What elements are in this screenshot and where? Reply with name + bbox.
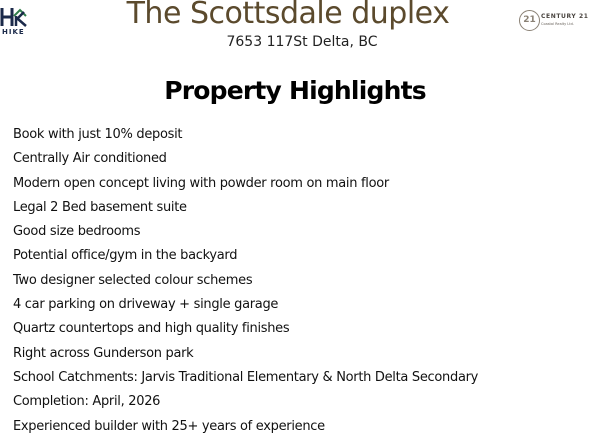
- highlight-item: 4 car parking on driveway + single garage: [13, 297, 279, 313]
- highlight-item: Good size bedrooms: [13, 224, 141, 240]
- highlight-item: Quartz countertops and high quality finishes: [13, 321, 290, 337]
- highlight-item: School Catchments: Jarvis Traditional Elementary & North Delta Secondary: [13, 369, 479, 385]
- highlight-item: Modern open concept living with powder room on main floor: [13, 175, 389, 191]
- highlight-item: Centrally Air conditioned: [13, 151, 167, 167]
- section-heading: Property Highlights: [164, 76, 426, 105]
- highlight-item: Two designer selected colour schemes: [13, 272, 253, 288]
- hike-logo-text: HIKE: [2, 28, 25, 36]
- highlight-item: Experienced builder with 25+ years of experience: [13, 418, 325, 434]
- page-title: The Scottsdale duplex: [126, 0, 450, 31]
- century21-seal-icon: 21: [519, 10, 540, 31]
- highlight-item: Book with just 10% deposit: [13, 127, 183, 142]
- highlight-item: Legal 2 Bed basement suite: [13, 199, 187, 215]
- century21-name: CENTURY 21: [541, 13, 589, 20]
- highlights-list: [13, 126, 478, 442]
- property-address: 7653 117St Delta, BC: [226, 34, 378, 50]
- century21-subtitle: Coastal Realty Ltd.: [541, 22, 574, 26]
- highlight-item: Potential office/gym in the backyard: [13, 248, 238, 264]
- highlight-item: Right across Gunderson park: [13, 345, 194, 361]
- highlight-item: Completion: April, 2026: [13, 394, 161, 410]
